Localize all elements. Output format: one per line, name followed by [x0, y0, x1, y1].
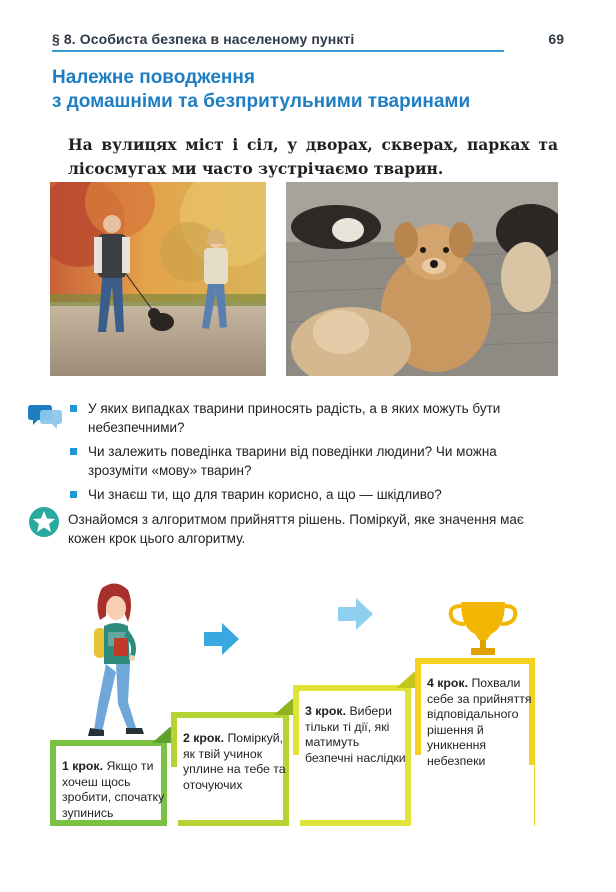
question-item: У яких випадках тварини приносять радість, а в яких можуть бути небезпечними? — [88, 399, 560, 437]
photo-stray-dogs — [286, 182, 558, 376]
question-item: Чи залежить поведінка тварини від поведінки людини? Чи можна зрозуміти «мову» тварин? — [88, 442, 560, 480]
question-item: Чи знаєш ти, що для тварин корисно, а що — шкідливо? — [88, 485, 560, 504]
chat-bubbles-icon — [27, 402, 63, 430]
step-1-riser — [152, 727, 174, 743]
header-rule — [52, 50, 504, 52]
step-2-text — [183, 731, 288, 793]
section-title-line2: з домашніми та безпритульними тваринами — [52, 91, 471, 112]
step-3-riser — [396, 672, 418, 688]
step-3-text — [305, 704, 410, 766]
step-1-label: 1 крок. — [62, 759, 104, 773]
running-head: § 8. Особиста безпека в населеному пункті — [52, 31, 355, 47]
question-list — [88, 399, 560, 509]
step-2-body: Поміркуй, як твій учинок уплине на тебе та оточуючих — [183, 731, 286, 792]
trophy-icon — [447, 598, 519, 658]
photo-stray-dogs-image — [286, 182, 558, 376]
step-4-text — [427, 676, 539, 769]
step-1-text — [62, 759, 170, 821]
section-title — [52, 66, 572, 114]
photo-family-with-dog — [50, 182, 266, 376]
step-3-body: Вибери тільки ті дії, які матимуть безпечні наслідки — [305, 704, 406, 765]
photo-family-with-dog-image — [50, 182, 266, 376]
step-1-body: Якщо ти хочеш щось зробити, спочатку зупинись — [62, 759, 165, 820]
section-title-line1: Належне поводження — [52, 67, 255, 88]
step-4-label: 4 крок. — [427, 676, 469, 690]
arrow-right-icon — [338, 597, 374, 631]
step-4-body: Похвали себе за прийняття відповідального рішення й уникнення небезпеки — [427, 676, 532, 768]
walking-girl-illustration — [84, 582, 154, 742]
stair-mask — [416, 765, 534, 827]
intro-paragraph: На вулицях міст і сіл, у дворах, скверах, парках та лісосмугах ми часто зустрічаємо тварин. — [68, 135, 558, 178]
step-2-riser — [274, 699, 296, 715]
star-badge-icon — [28, 506, 60, 538]
page-number: 69 — [548, 31, 564, 47]
step-3-label: 3 крок. — [305, 704, 347, 718]
step-2-label: 2 крок. — [183, 731, 225, 745]
algorithm-intro: Ознайомся з алгоритмом прийняття рішень. Поміркуй, яке значення має кожен крок цього алгоритму. — [68, 512, 524, 546]
arrow-right-icon — [204, 622, 240, 656]
